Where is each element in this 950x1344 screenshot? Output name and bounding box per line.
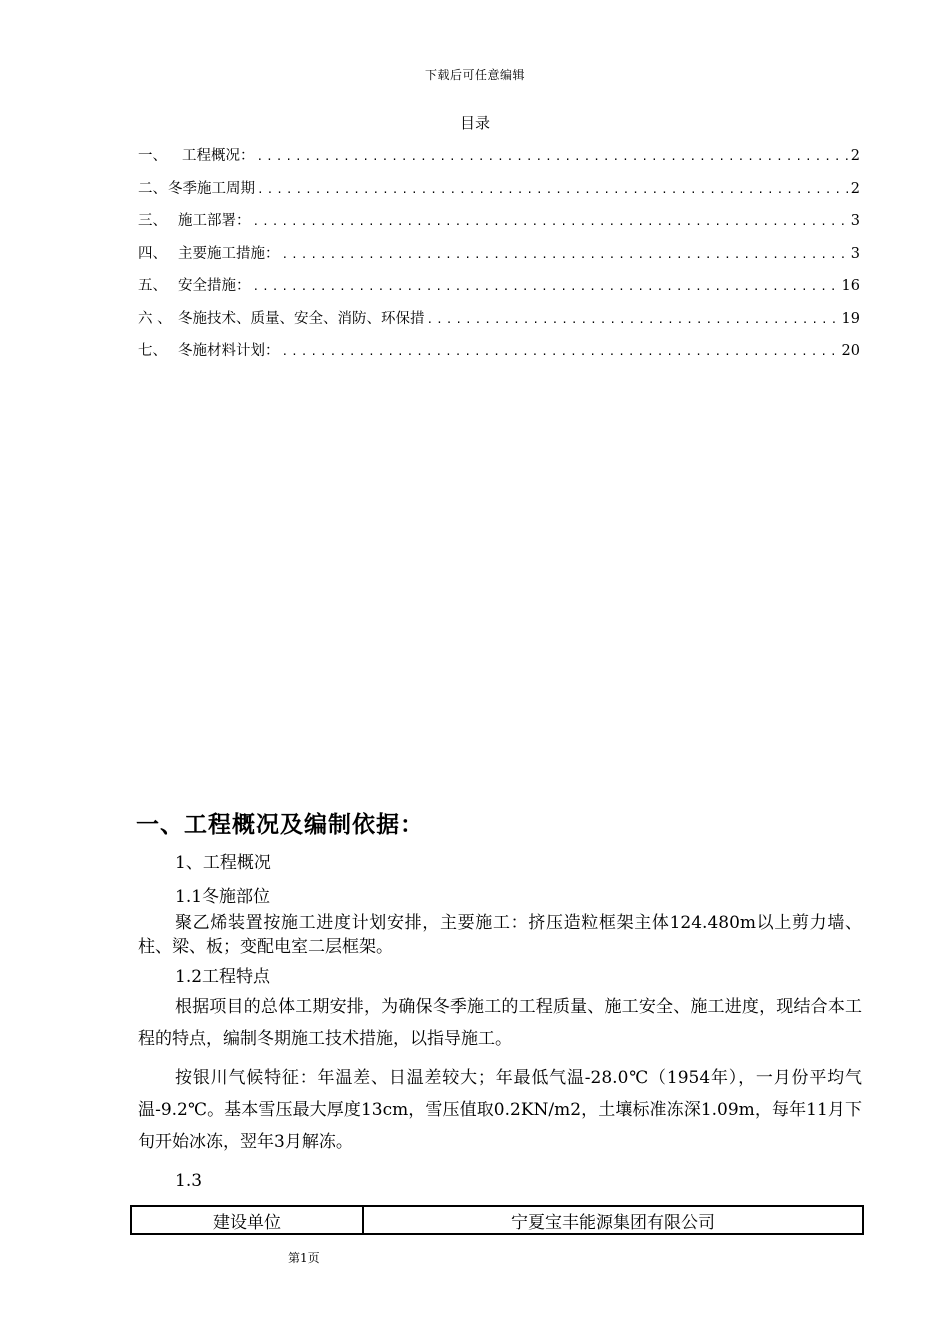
toc-entry-page: 2 [850,148,860,164]
toc-entry[interactable] [138,209,860,242]
table-row [131,1206,863,1234]
toc-entry-text: 冬施材料计划： [178,343,280,359]
toc-leader-dots [427,313,840,326]
toc-entry[interactable] [138,144,860,177]
toc-leader-dots [253,280,840,293]
toc-entry-page: 16 [841,278,860,294]
toc-entry-number: 三、 [138,213,167,229]
page-header-note: 下载后可任意编辑 [424,68,525,82]
toc-entry[interactable] [138,307,860,340]
toc-entry-text: 冬施技术、质量、安全、消防、环保措 [178,310,425,327]
section-heading: 一、工程概况及编制依据： [136,812,424,838]
toc-leader-dots [282,345,840,358]
toc-entry-page: 19 [841,310,860,327]
toc-entry-page: 2 [850,180,860,197]
subsection-heading: 1、工程概况 [175,853,271,873]
toc-entry-number: 五、 [138,278,167,294]
table-cell-value: 宁夏宝丰能源集团有限公司 [363,1206,863,1234]
toc-leader-dots [282,248,849,261]
toc-entry-text: 主要施工措施： [178,245,280,262]
toc-entry[interactable] [138,274,860,307]
toc-entry[interactable] [138,242,860,275]
toc-entry[interactable] [138,339,860,372]
toc-leader-dots [253,215,849,228]
table-of-contents [138,144,860,372]
toc-entry-page: 3 [850,245,860,262]
toc-entry-number: 一、 [138,148,167,164]
project-info-table [130,1205,864,1235]
toc-entry-number: 七、 [138,343,167,359]
toc-entry-page: 20 [841,343,860,359]
toc-entry-number: 四、 [138,245,167,262]
paragraph [138,911,862,959]
toc-entry[interactable] [138,177,860,210]
toc-leader-dots [257,150,849,163]
paragraph [138,1062,862,1158]
toc-entry-text: 工程概况： [182,148,255,164]
toc-entry-text: 冬季施工周期 [168,180,255,197]
toc-entry-text: 安全措施： [178,278,251,294]
subsection-heading: 1.2工程特点 [175,967,271,987]
toc-entry-page: 3 [850,213,860,229]
subsection-heading: 1.3 [175,1171,203,1191]
subsection-heading: 1.1冬施部位 [175,887,271,907]
table-cell-label: 建设单位 [131,1206,363,1234]
paragraph-text: 按银川气候特征：年温差、日温差较大；年最低气温-28.0℃（1954年），一月份平均气温-9.2℃。基本雪压最大厚度13cm，雪压值取0.2KN/m2，土壤标准冻深1.09m，每年11月下旬开始冰冻，翌年3月解冻。 [138,1068,862,1152]
toc-entry-number: 六 、 [138,310,172,327]
paragraph-text: 根据项目的总体工期安排，为确保冬季施工的工程质量、施工安全、施工进度，现结合本工程的特点，编制冬期施工技术措施，以指导施工。 [138,997,862,1049]
paragraph [138,991,862,1055]
toc-leader-dots [257,183,849,196]
toc-title: 目录 [459,114,490,132]
toc-entry-number: 二、 [138,180,167,197]
paragraph-text: 聚乙烯装置按施工进度计划安排，主要施工：挤压造粒框架主体124.480m以上剪力墙、柱、梁、板；变配电室二层框架。 [138,913,862,957]
toc-entry-text: 施工部署： [178,213,251,229]
page-number: 第1页 [288,1251,320,1265]
